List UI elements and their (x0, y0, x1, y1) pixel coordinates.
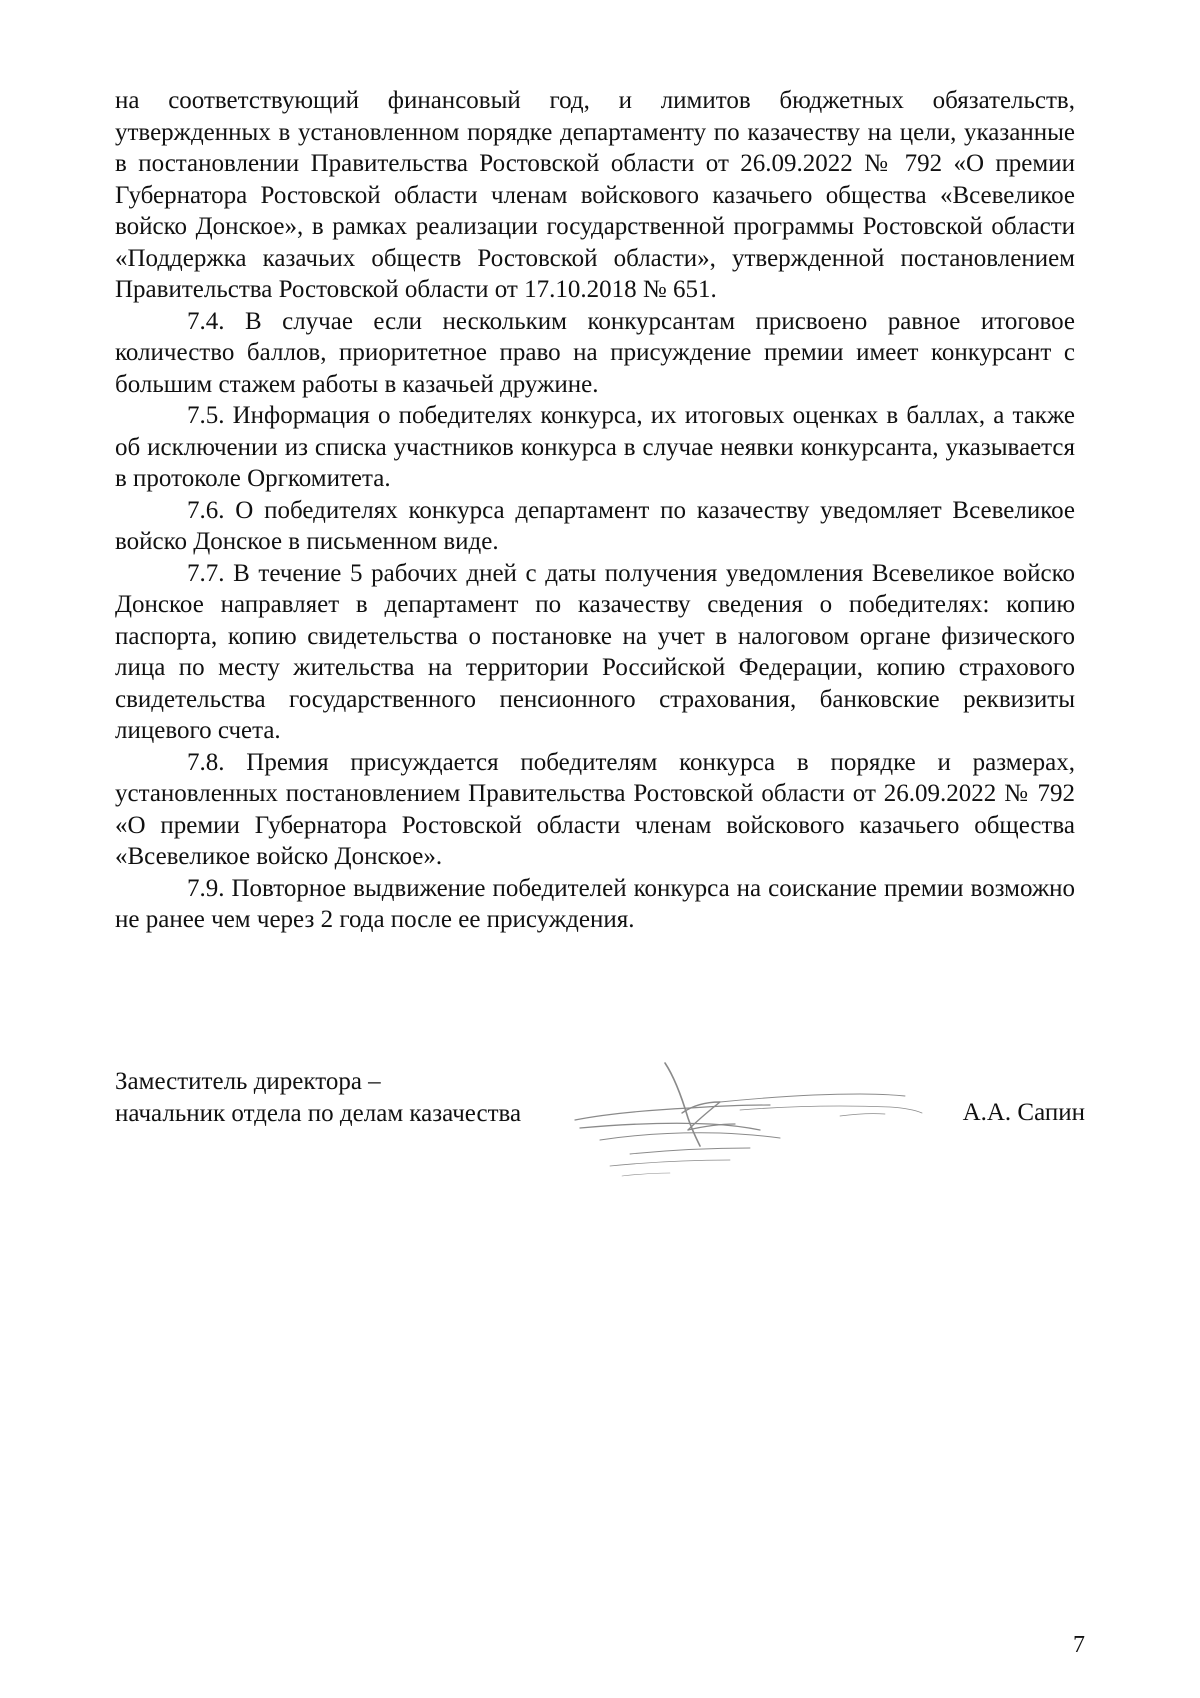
signatory-name: А.А. Сапин (962, 1099, 1085, 1126)
paragraph-7-3-continuation: на соответствующий финансовый год, и лимитов бюджетных обязательств, утвержденных в установленном порядке департаменту по казачеству на цели, указанные в постановлении Правительства Ростовской области от 26.09.2022 № 792 «О премии Губернатора Ростовской области членам войскового казачьего общества «Всевеликое войско Донское», в рамках реализации государственной программы Ростовской области «Поддержка казачьих обществ Ростовской области», утвержденной постановлением Правительства Ростовской области от 17.10.2018 № 651. (115, 87, 1075, 303)
document-body (115, 85, 1075, 936)
signatory-title-line2: начальник отдела по делам казачества (115, 1099, 522, 1127)
signatory-position (115, 1066, 521, 1129)
page-number: 7 (1073, 1632, 1085, 1658)
paragraph-7-9: 7.9. Повторное выдвижение победителей конкурса на соискание премии возможно не ранее чем через 2 года после ее присуждения. (115, 874, 1075, 933)
handwritten-signature (570, 1058, 980, 1188)
signatory-title-line1: Заместитель директора – (115, 1068, 381, 1095)
paragraph-7-6: 7.6. О победителях конкурса департамент по казачеству уведомляет Всевеликое войско Донское в письменном виде. (115, 496, 1075, 555)
paragraph-7-4: 7.4. В случае если нескольким конкурсантам присвоено равное итоговое количество баллов, приоритетное право на присуждение премии имеет конкурсант с большим стажем работы в казачьей дружине. (115, 307, 1075, 398)
paragraph-7-8: 7.8. Премия присуждается победителям конкурса в порядке и размерах, установленных постановлением Правительства Ростовской области от 26.09.2022 № 792 «О премии Губернатора Ростовской области членам войскового казачьего общества «Всевеликое войско Донское». (115, 748, 1075, 870)
paragraph-7-5: 7.5. Информация о победителях конкурса, их итоговых оценках в баллах, а также об исключении из списка участников конкурса в случае неявки конкурсанта, указывается в протоколе Оргкомитета. (115, 402, 1075, 492)
paragraph-7-7: 7.7. В течение 5 рабочих дней с даты получения уведомления Всевеликое войско Донское направляет в департамент по казачеству сведения о победителях: копию паспорта, копию свидетельства о постановке на учет в налоговом органе физического лица по месту жительства на территории Российской Федерации, копию страхового свидетельства государственного пенсионного страхования, банковские реквизиты лицевого счета. (115, 559, 1075, 744)
